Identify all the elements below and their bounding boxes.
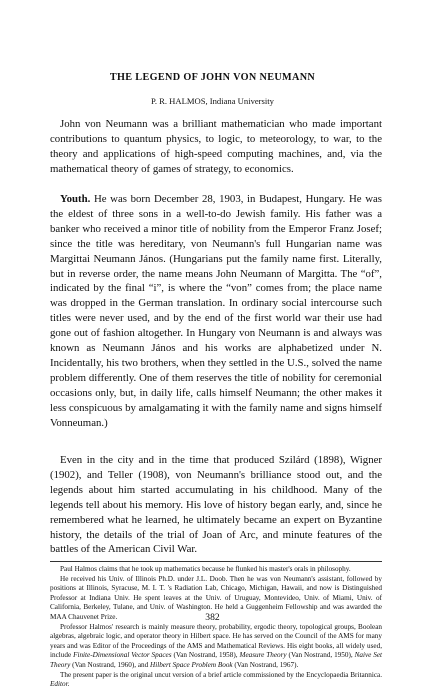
youth-paragraph [50,192,382,431]
footnote-divider [50,561,382,562]
intro-paragraph: John von Neumann was a brilliant mathematician who made important contributions to quantum physics, to logic, to meteorology, to war, to the theory and applications of high-speed computing machines, and, via the mathematical theory of games of strategy, to economics. [50,118,382,175]
editor-signature: Editor. [50,680,70,689]
article-title: THE LEGEND OF JOHN VON NEUMANN [109,72,316,83]
book-title: Naive Set Theory [50,651,383,669]
book-title: Finite-Dimensional Vector Spaces [73,651,172,660]
book-publisher: (Van Nostrand, 1958), [173,651,238,660]
page-number: 382 [205,612,220,623]
author-line: P. R. HALMOS, Indiana University [151,96,274,106]
youth-paragraph-text: He was born December 28, 1903, in Budapest, Hungary. He was the eldest of three sons in a well-to-do Jewish family. His father was a banker who received a minor title of nobility from the Emperor Franz Josef; since the title was hereditary, von Neumann's full Hungarian name was Margittai Neumann János. (Hungarians put the family name first. Literally, but in reverse order, the name means John Neumann of Margitta. The “of”, indicated by the final “i”, is where the “von” comes from; the place name was dropped in the German translation. In ordinary social intercourse such titles were never used, and by the end of the first world war their use had gone out of fashion altogether. In Hungary von Neumann is and always was known as Neumann János and his works are alphabetized under N. Incidentally, his two brothers, when they settled in the U.S., solved the name problem differently. One of them reserves the title of nobility for ceremonial occasions only, but, in daily life, calls himself Neumann; the other makes it less conspicuous by amalgamating it with the family name and signs himself Vonneuman.) [50,193,383,429]
book-title: Hilbert Space Problem Book [150,660,233,669]
book-publisher: (Van Nostrand, 1960), and [72,660,149,669]
book-publisher: (Van Nostrand, 1967). [234,660,299,669]
section-heading-youth: Youth. [60,193,91,205]
legends-paragraph: Even in the city and in the time that produced Szilárd (1898), Wigner (1902), and Teller (1908), von Neumann's brilliance stood out, and the legends about him started accumulating in his childhood. Many of the legends tell about his memory. His love of history began early, and, since he remembered what he learned, he ultimately became an expert on Byzantine history, the details of the trial of Joan of Arc, and minute features of the battles of the American Civil War. [50,454,382,556]
footnote-research-text: Professor Halmos' research is mainly measure theory, probability, ergodic theory, topological groups, Boolean algebras, algebraic logic, and operator theory in Hilbert space. He has served on the Council of the AMS for many years and was Editor of the Proceedings of the AMS and Mathematical Reviews. His eight books, all widely used, include [50,622,382,660]
author-footnotes [50,565,382,690]
footnote-research [50,623,382,671]
footnote-editor [50,671,382,690]
footnote-career: He received his Univ. of Illinois Ph.D. under J.L. Doob. Then he was von Neumann's assistant, followed by positions at Illinois, Syracuse, M. I. T. 's Radiation Lab, Chicago, Michigan, Hawaii, and now is Distinguished Professor at Indiana Univ. He spent leaves at the Univ. of Uruguay, Montevideo, Univ. of Miami, Univ. of California, Berkeley, Tulane, and Univ. of Washington. He held a Guggenheim Fellowship and was awarded the MAA Chauvenet Prize. [50,574,382,621]
footnote-philosophy: Paul Halmos claims that he took up mathematics because he flunked his master's orals in philosophy. [60,565,351,573]
book-publisher: (Van Nostrand, 1950), [288,651,353,660]
book-title: Measure Theory [239,651,287,660]
footnote-editor-text: The present paper is the original uncut version of a brief article commissioned by the Encyclopaedia Britannica. [60,670,382,679]
